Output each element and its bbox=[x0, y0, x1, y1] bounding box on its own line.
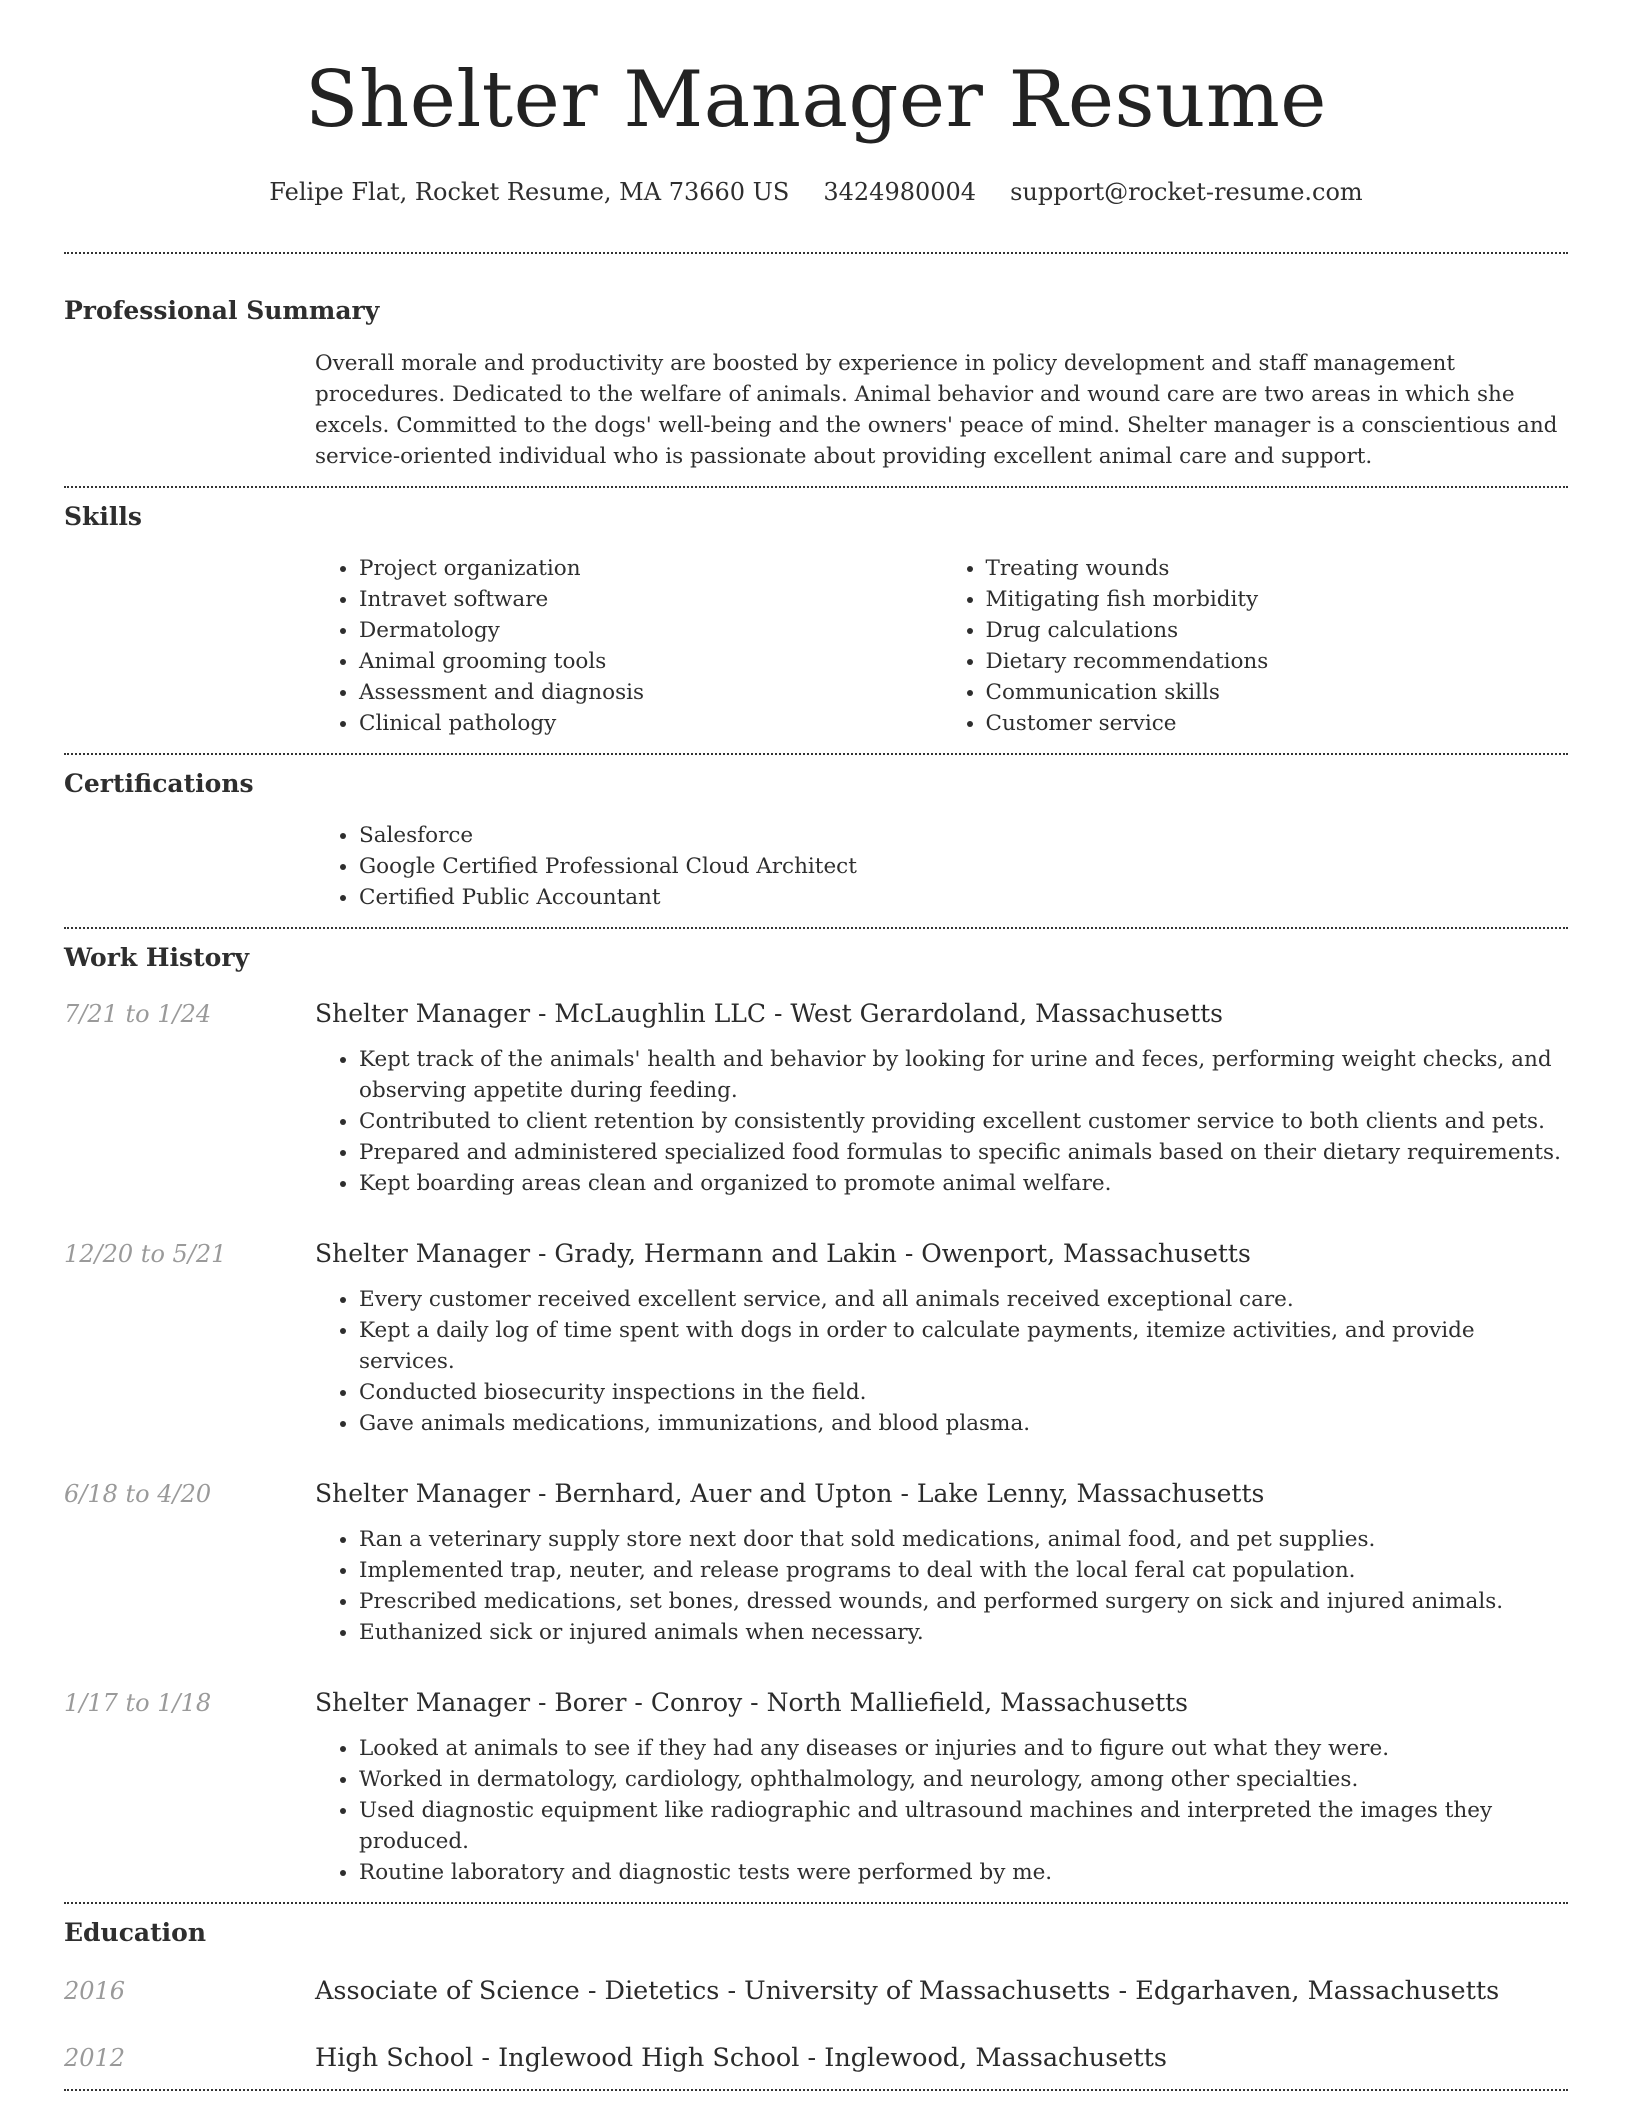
job-bullets bbox=[315, 1284, 1568, 1439]
contact-phone: 3424980004 bbox=[823, 178, 977, 206]
education-entry bbox=[64, 1974, 1568, 2008]
education-year: 2016 bbox=[64, 1977, 126, 2005]
job-dates: 1/17 to 1/18 bbox=[64, 1689, 212, 1717]
job-bullet: • Contributed to client retention by consistently providing excellent customer service to both clients and pets. bbox=[359, 1106, 1568, 1137]
skill-item: • Treating wounds bbox=[986, 553, 1569, 584]
job-bullet: • Kept boarding areas clean and organized to promote animal welfare. bbox=[359, 1168, 1568, 1199]
summary-heading: Professional Summary bbox=[64, 296, 380, 325]
contact-address: Felipe Flat, Rocket Resume, MA 73660 US bbox=[269, 178, 790, 206]
education-year: 2012 bbox=[64, 2044, 126, 2072]
job-entry bbox=[64, 1686, 1568, 1902]
job-bullet: • Implemented trap, neuter, and release programs to deal with the local feral cat population. bbox=[359, 1555, 1568, 1586]
job-bullet: • Kept track of the animals' health and behavior by looking for urine and feces, performing weight checks, and observing appetite during feeding. bbox=[359, 1044, 1568, 1106]
skill-item: • Customer service bbox=[986, 708, 1569, 739]
job-bullet: • Looked at animals to see if they had any diseases or injuries and to figure out what they were. bbox=[359, 1733, 1568, 1764]
job-bullet: • Gave animals medications, immunizations, and blood plasma. bbox=[359, 1408, 1568, 1439]
education-heading: Education bbox=[64, 1918, 207, 1947]
job-entry bbox=[64, 1477, 1568, 1648]
skill-item: • Clinical pathology bbox=[359, 708, 942, 739]
job-dates: 7/21 to 1/24 bbox=[64, 1000, 212, 1028]
job-dates: 12/20 to 5/21 bbox=[64, 1240, 227, 1268]
job-bullet: • Prescribed medications, set bones, dressed wounds, and performed surgery on sick and injured animals. bbox=[359, 1586, 1568, 1617]
job-title: Shelter Manager - McLaughlin LLC - West Gerardoland, Massachusetts bbox=[315, 999, 1223, 1028]
skill-item: • Project organization bbox=[359, 553, 942, 584]
skill-item: • Mitigating fish morbidity bbox=[986, 584, 1569, 615]
skill-item: • Communication skills bbox=[986, 677, 1569, 708]
job-title: Shelter Manager - Grady, Hermann and Lakin - Owenport, Massachusetts bbox=[315, 1239, 1251, 1268]
job-bullet: • Conducted biosecurity inspections in the field. bbox=[359, 1377, 1568, 1408]
summary-section bbox=[64, 254, 1568, 486]
job-bullet: • Ran a veterinary supply store next door that sold medications, animal food, and pet supplies. bbox=[359, 1524, 1568, 1555]
job-title: Shelter Manager - Borer - Conroy - North Malliefield, Massachusetts bbox=[315, 1688, 1188, 1717]
skill-item: • Drug calculations bbox=[986, 615, 1569, 646]
education-section bbox=[64, 1904, 1568, 2089]
job-entry bbox=[64, 1237, 1568, 1439]
skill-item: • Dietary recommendations bbox=[986, 646, 1569, 677]
resume-page bbox=[64, 0, 1568, 2091]
job-bullet: • Routine laboratory and diagnostic tests were performed by me. bbox=[359, 1857, 1568, 1888]
divider bbox=[64, 2089, 1568, 2091]
skills-list-right bbox=[942, 553, 1569, 739]
certification-item: • Certified Public Accountant bbox=[359, 882, 1568, 913]
job-title: Shelter Manager - Bernhard, Auer and Upton - Lake Lenny, Massachusetts bbox=[315, 1479, 1265, 1508]
job-dates: 6/18 to 4/20 bbox=[64, 1480, 212, 1508]
skill-item: • Intravet software bbox=[359, 584, 942, 615]
job-bullets bbox=[315, 1044, 1568, 1199]
job-entry bbox=[64, 997, 1568, 1199]
job-bullets bbox=[315, 1733, 1568, 1888]
certifications-section bbox=[64, 755, 1568, 927]
work-section bbox=[64, 929, 1568, 1902]
job-bullets bbox=[315, 1524, 1568, 1648]
certification-item: • Salesforce bbox=[359, 820, 1568, 851]
job-bullet: • Euthanized sick or injured animals when necessary. bbox=[359, 1617, 1568, 1648]
skills-section bbox=[64, 488, 1568, 753]
certifications-heading: Certifications bbox=[64, 769, 254, 798]
certification-item: • Google Certified Professional Cloud Architect bbox=[359, 851, 1568, 882]
skill-item: • Assessment and diagnosis bbox=[359, 677, 942, 708]
education-entry bbox=[64, 2041, 1568, 2089]
contact-email: support@rocket-resume.com bbox=[1010, 178, 1363, 206]
contact-line bbox=[64, 176, 1568, 208]
skills-heading: Skills bbox=[64, 502, 142, 531]
work-heading: Work History bbox=[64, 943, 250, 972]
education-title: Associate of Science - Dietetics - University of Massachusetts - Edgarhaven, Massachusetts bbox=[315, 1976, 1500, 2006]
job-bullet: • Every customer received excellent service, and all animals received exceptional care. bbox=[359, 1284, 1568, 1315]
job-bullet: • Used diagnostic equipment like radiographic and ultrasound machines and interpreted the images they produced. bbox=[359, 1795, 1568, 1857]
job-bullet: • Prepared and administered specialized food formulas to specific animals based on their dietary requirements. bbox=[359, 1137, 1568, 1168]
skill-item: • Dermatology bbox=[359, 615, 942, 646]
job-bullet: • Worked in dermatology, cardiology, ophthalmology, and neurology, among other specialties. bbox=[359, 1764, 1568, 1795]
job-bullet: • Kept a daily log of time spent with dogs in order to calculate payments, itemize activities, and provide services. bbox=[359, 1315, 1568, 1377]
skills-list-left bbox=[315, 553, 942, 739]
certifications-list bbox=[315, 820, 1568, 913]
education-title: High School - Inglewood High School - Inglewood, Massachusetts bbox=[315, 2043, 1167, 2073]
page-title: Shelter Manager Resume bbox=[305, 55, 1327, 145]
summary-text: Overall morale and productivity are boosted by experience in policy development and staff management procedures. Dedicated to the welfare of animals. Animal behavior and wound care are two areas in which she excels. Committed to the dogs' well-being and the owners' peace of mind. Shelter manager is a conscientious and service-oriented individual who is passionate about providing excellent animal care and support. bbox=[315, 351, 1558, 469]
skill-item: • Animal grooming tools bbox=[359, 646, 942, 677]
